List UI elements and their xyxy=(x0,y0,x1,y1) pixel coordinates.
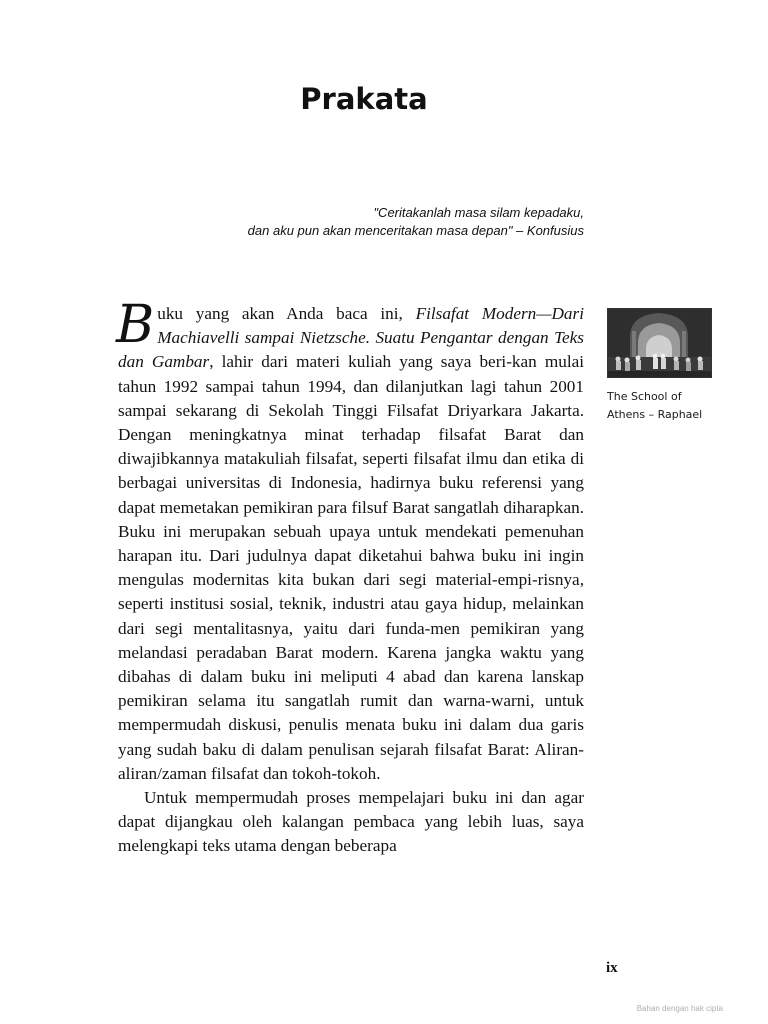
epigraph xyxy=(248,204,584,240)
caption-line-2: Athens – Raphael xyxy=(607,408,703,421)
school-of-athens-image xyxy=(607,308,712,378)
painting-thumbnail xyxy=(608,309,711,377)
epigraph-line-1: "Ceritakanlah masa silam kepadaku, xyxy=(373,205,584,220)
epigraph-line-2: dan aku pun akan menceritakan masa depan" – Konfusius xyxy=(247,223,584,238)
caption-line-1: The School of xyxy=(607,390,682,403)
paragraph-1-rest: , lahir dari materi kuliah yang saya beri-kan mulai tahun 1992 sampai tahun 1994, dan dilanjutkan lagi tahun 2001 sampai sekarang di Sekolah Tinggi Filsafat Driyarkara Jakarta. Dengan meningkatnya minat terhadap filsafat Barat dan diwajibkannya matakuliah filsafat, seperti filsafat ilmu dan etika di berbagai universitas di Indonesia, hadirnya buku referensi yang dapat memetakan pemikiran para filsuf Barat sangatlah diharapkan. Buku ini merupakan sebuah upaya untuk mendekati pemenuhan harapan itu. Dari judulnya dapat diketahui bahwa buku ini ingin mengulas modernitas kita bukan dari segi material-empi-risnya, seperti institusi sosial, teknik, industri atau gaya hidup, melainkan dari segi mentalitasnya, yaitu dari funda-men pemikiran yang melandasi peradaban Barat modern. Karena jangka waktu yang dibahas di dalam buku ini meliputi 4 abad dan karena lanskap pemikiran selama itu sangatlah rumit dan warna-warni, untuk mempermudah diskusi, penulis menata buku ini dalam dua garis yang sudah baku di dalam penulisan sejarah filsafat Barat: Aliran-aliran/zaman filsafat dan tokoh-tokoh. xyxy=(118,352,585,783)
paragraph-1 xyxy=(116,295,585,786)
page-number: ix xyxy=(606,960,618,976)
image-caption xyxy=(607,388,737,424)
book-title: Filsafat Modern—Dari Machiavelli sampai Nietzsche. Suatu Pengantar dengan Teks dan Gambar xyxy=(118,304,584,372)
copyright-watermark: Bahan dengan hak cipta xyxy=(636,1004,723,1013)
paragraph-1-intro: uku yang akan Anda baca ini, xyxy=(157,304,416,323)
main-text xyxy=(116,295,585,859)
paragraph-2: Untuk mempermudah proses mempelajari buku ini dan agar dapat dijangkau oleh kalangan pembaca yang lebih luas, saya melengkapi teks utama dengan beberapa xyxy=(118,788,584,856)
drop-cap: B xyxy=(116,295,155,355)
page-title: Prakata xyxy=(300,82,428,116)
